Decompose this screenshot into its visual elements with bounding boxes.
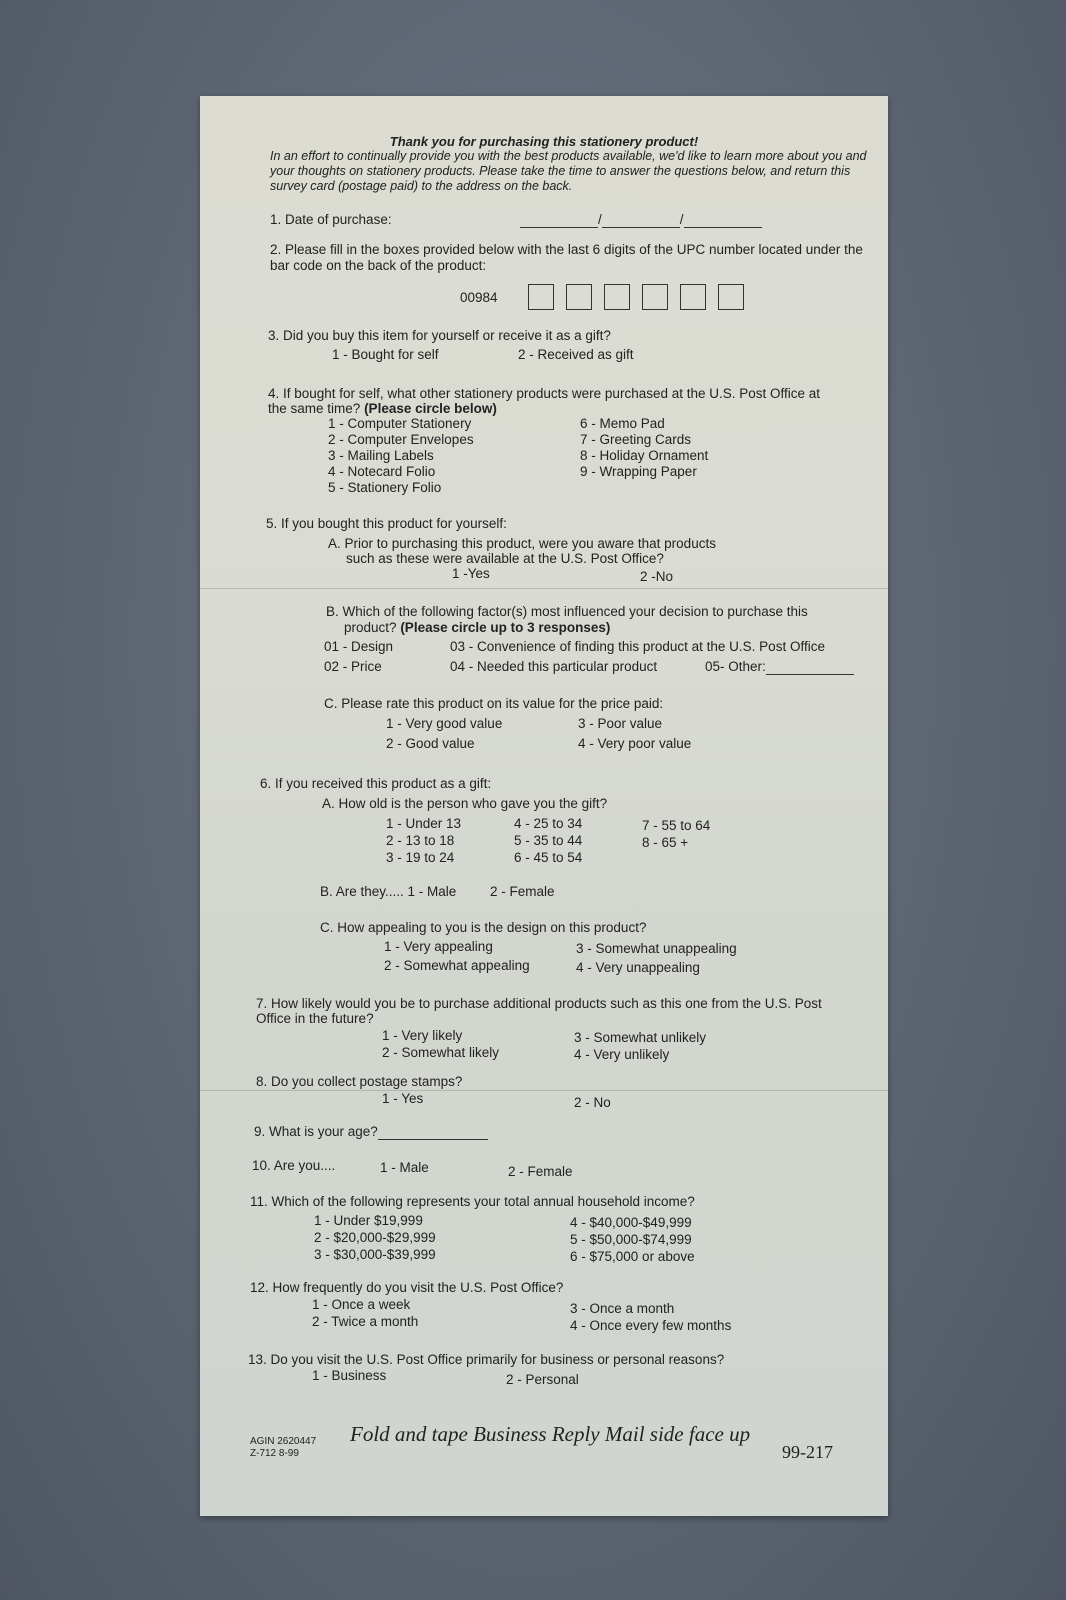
q6a-option[interactable]: 2 - 13 to 18 bbox=[386, 833, 455, 848]
q5b-other-label: 05- Other: bbox=[705, 659, 766, 674]
upc-digit-box[interactable] bbox=[566, 284, 592, 310]
q8-option[interactable]: 2 - No bbox=[574, 1095, 611, 1110]
q3-option[interactable]: 2 - Received as gift bbox=[518, 347, 634, 362]
q5c-option[interactable]: 3 - Poor value bbox=[578, 716, 663, 731]
q6c-option[interactable]: 1 - Very appealing bbox=[384, 939, 493, 954]
q5c-option[interactable]: 2 - Good value bbox=[386, 736, 475, 751]
q3-label: 3. Did you buy this item for yourself or receive it as a gift? bbox=[268, 328, 611, 343]
q5c-label: C. Please rate this product on its value for the price paid: bbox=[324, 696, 664, 711]
q6a-option[interactable]: 4 - 25 to 34 bbox=[514, 816, 583, 831]
q5a-label-cont: such as these were available at the U.S. Post Office? bbox=[346, 551, 664, 566]
q4-option[interactable]: 7 - Greeting Cards bbox=[580, 432, 692, 447]
q5b-option[interactable]: 04 - Needed this particular product bbox=[450, 659, 658, 674]
q2-label: 2. Please fill in the boxes provided below with the last 6 digits of the UPC number located under the bar code on the back of the product: bbox=[270, 242, 863, 273]
q4-note: (Please circle below) bbox=[364, 401, 497, 416]
q5-label: 5. If you bought this product for yourself: bbox=[266, 516, 507, 531]
q11-option[interactable]: 4 - $40,000-$49,999 bbox=[570, 1215, 692, 1230]
q6a-option[interactable]: 8 - 65 + bbox=[642, 835, 689, 850]
q4-label-line2: the same time? bbox=[268, 401, 361, 416]
agin-number: AGIN 2620447 bbox=[250, 1436, 317, 1447]
q7-label: 7. How likely would you be to purchase additional products such as this one from the U.S. Post bbox=[256, 996, 822, 1011]
q4-option[interactable]: 5 - Stationery Folio bbox=[328, 480, 442, 495]
fold-line bbox=[200, 1090, 888, 1091]
q9-text: 9. What is your age? bbox=[254, 1124, 378, 1139]
q5c-option[interactable]: 1 - Very good value bbox=[386, 716, 503, 731]
q5b-label: B. Which of the following factor(s) most influenced your decision to purchase this bbox=[326, 604, 808, 619]
form-codes bbox=[250, 1436, 316, 1460]
q5a-option[interactable]: 1 -Yes bbox=[452, 566, 490, 581]
q4-option[interactable]: 4 - Notecard Folio bbox=[328, 464, 436, 479]
q7-option[interactable]: 3 - Somewhat unlikely bbox=[574, 1030, 707, 1045]
q5b-option[interactable]: 02 - Price bbox=[324, 659, 382, 674]
q13-option[interactable]: 2 - Personal bbox=[506, 1372, 579, 1387]
q6-label: 6. If you received this product as a gift: bbox=[260, 776, 492, 791]
upc-digit-box[interactable] bbox=[604, 284, 630, 310]
fold-instruction: Fold and tape Business Reply Mail side face up bbox=[350, 1422, 751, 1446]
q6c-option[interactable]: 2 - Somewhat appealing bbox=[384, 958, 530, 973]
q6a-option[interactable]: 5 - 35 to 44 bbox=[514, 833, 583, 848]
q5b-note: (Please circle up to 3 responses) bbox=[400, 620, 611, 635]
upc-digit-box[interactable] bbox=[718, 284, 744, 310]
q5b-option[interactable]: 03 - Convenience of finding this product at the U.S. Post Office bbox=[450, 639, 825, 654]
q5b-label-line2: product? bbox=[344, 620, 397, 635]
q11-option[interactable]: 1 - Under $19,999 bbox=[314, 1213, 423, 1228]
form-code: 99-217 bbox=[782, 1442, 833, 1462]
q5b-label-cont bbox=[344, 620, 610, 636]
q8-label: 8. Do you collect postage stamps? bbox=[256, 1074, 463, 1089]
upc-digit-box[interactable] bbox=[528, 284, 554, 310]
survey-card bbox=[200, 96, 888, 1516]
q6b-label: B. Are they..... 1 - Male bbox=[320, 884, 457, 899]
q6c-option[interactable]: 3 - Somewhat unappealing bbox=[576, 941, 737, 956]
q10-option[interactable]: 1 - Male bbox=[380, 1160, 429, 1175]
q4-option[interactable]: 9 - Wrapping Paper bbox=[580, 464, 697, 479]
q1-label: 1. Date of purchase: bbox=[270, 212, 392, 227]
q4-label: 4. If bought for self, what other stationery products were purchased at the U.S. Post Office at bbox=[268, 386, 821, 401]
q7-option[interactable]: 2 - Somewhat likely bbox=[382, 1045, 500, 1060]
date-fields[interactable]: / / bbox=[520, 212, 762, 228]
q4-option[interactable]: 6 - Memo Pad bbox=[580, 416, 665, 431]
q6c-option[interactable]: 4 - Very unappealing bbox=[576, 960, 700, 975]
q5b-other[interactable] bbox=[705, 659, 854, 675]
survey-intro: In an effort to continually provide you with the best products available, we'd like to learn more about you and your thoughts on stationery products. Please take the time to answer the questions below, and return this survey card (postage paid) to the address on the back. bbox=[270, 149, 867, 193]
q5b-option[interactable]: 01 - Design bbox=[324, 639, 394, 654]
q6a-option[interactable]: 6 - 45 to 54 bbox=[514, 850, 583, 865]
upc-digit-box[interactable] bbox=[680, 284, 706, 310]
age-field[interactable] bbox=[378, 1127, 488, 1140]
q10-option[interactable]: 2 - Female bbox=[508, 1164, 573, 1179]
q12-label: 12. How frequently do you visit the U.S. Post Office? bbox=[250, 1280, 564, 1295]
q4-option[interactable]: 1 - Computer Stationery bbox=[328, 416, 472, 431]
q8-option[interactable]: 1 - Yes bbox=[382, 1091, 424, 1106]
survey-title: Thank you for purchasing this stationery product! bbox=[389, 134, 699, 149]
q12-option[interactable]: 1 - Once a week bbox=[312, 1297, 411, 1312]
q6a-option[interactable]: 3 - 19 to 24 bbox=[386, 850, 455, 865]
q7-option[interactable]: 1 - Very likely bbox=[382, 1028, 463, 1043]
q3-option[interactable]: 1 - Bought for self bbox=[332, 347, 439, 362]
q11-option[interactable]: 5 - $50,000-$74,999 bbox=[570, 1232, 692, 1247]
q6c-label: C. How appealing to you is the design on this product? bbox=[320, 920, 647, 935]
q13-label: 13. Do you visit the U.S. Post Office primarily for business or personal reasons? bbox=[248, 1352, 725, 1367]
q9-label bbox=[254, 1124, 488, 1140]
fold-line bbox=[200, 588, 888, 589]
q13-option[interactable]: 1 - Business bbox=[312, 1368, 387, 1383]
q12-option[interactable]: 2 - Twice a month bbox=[312, 1314, 419, 1329]
q6a-label: A. How old is the person who gave you the gift? bbox=[322, 796, 608, 811]
form-number: Z-712 8-99 bbox=[250, 1448, 299, 1459]
q7-option[interactable]: 4 - Very unlikely bbox=[574, 1047, 670, 1062]
q6a-option[interactable]: 1 - Under 13 bbox=[386, 816, 462, 831]
upc-digit-box[interactable] bbox=[642, 284, 668, 310]
q4-label-cont bbox=[268, 401, 497, 417]
q11-option[interactable]: 3 - $30,000-$39,999 bbox=[314, 1247, 436, 1262]
q5a-option[interactable]: 2 -No bbox=[640, 569, 674, 584]
q12-option[interactable]: 3 - Once a month bbox=[570, 1301, 675, 1316]
q11-label: 11. Which of the following represents your total annual household income? bbox=[250, 1194, 695, 1209]
q11-option[interactable]: 2 - $20,000-$29,999 bbox=[314, 1230, 436, 1245]
q5a-label: A. Prior to purchasing this product, were you aware that products bbox=[328, 536, 716, 551]
q6b-option[interactable]: 2 - Female bbox=[490, 884, 555, 899]
q10-label: 10. Are you.... bbox=[252, 1158, 336, 1173]
q7-label-cont: Office in the future? bbox=[256, 1011, 374, 1026]
upc-prefix: 00984 bbox=[460, 290, 498, 305]
q4-option[interactable]: 8 - Holiday Ornament bbox=[580, 448, 709, 463]
q6a-option[interactable]: 7 - 55 to 64 bbox=[642, 818, 711, 833]
q11-option[interactable]: 6 - $75,000 or above bbox=[570, 1249, 695, 1264]
q5c-option[interactable]: 4 - Very poor value bbox=[578, 736, 692, 751]
q4-option[interactable]: 2 - Computer Envelopes bbox=[328, 432, 474, 447]
q12-option[interactable]: 4 - Once every few months bbox=[570, 1318, 732, 1333]
q4-option[interactable]: 3 - Mailing Labels bbox=[328, 448, 434, 463]
